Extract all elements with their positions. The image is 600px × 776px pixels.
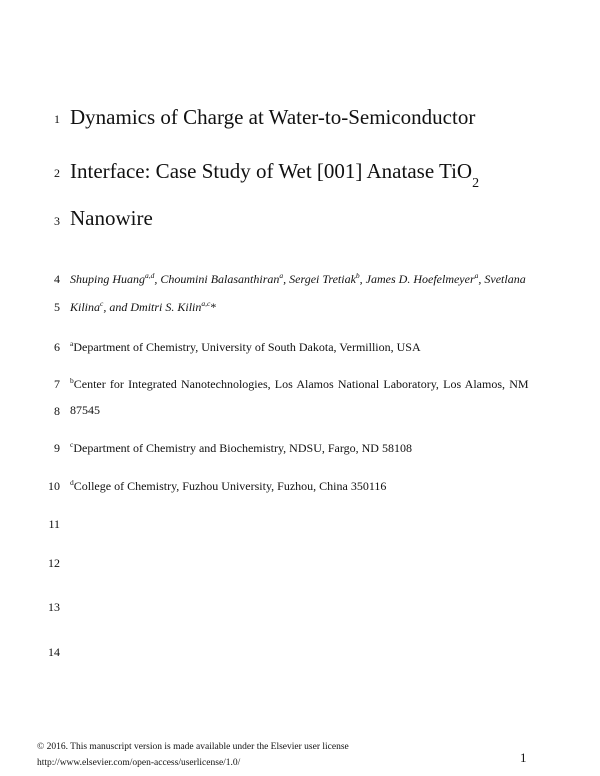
page-number: 1 — [520, 750, 527, 765]
line-number: 1 — [54, 112, 60, 126]
authors-line-2: Kilina$^c$, and Dmitri S. Kilin$^{a,c}$* — [70, 299, 217, 314]
line-number: 12 — [48, 556, 60, 570]
license-text: © 2016. This manuscript version is made available under the Elsevier user license — [37, 742, 349, 752]
line-number: 13 — [48, 600, 60, 614]
line-number: 3 — [54, 214, 60, 228]
affiliation-b-cont: 87545 — [70, 403, 100, 417]
author: Sergei Tretiak — [289, 272, 356, 286]
affiliation-c: $^c$Department of Chemistry and Biochemistry, NDSU, Fargo, ND 58108 — [70, 440, 412, 455]
author: James D. Hoefelmeyer — [365, 272, 475, 286]
author: Dmitri S. Kilin — [130, 300, 202, 314]
author: Shuping Huang — [70, 272, 145, 286]
affiliation-d: $^d$College of Chemistry, Fuzhou University, Fuzhou, China 350116 — [70, 478, 387, 493]
title-subscript: 2 — [472, 176, 480, 192]
affiliation-a: $^a$Department of Chemistry, University of South Dakota, Vermillion, USA — [70, 339, 421, 354]
line-number: 2 — [54, 166, 60, 180]
title-line-3: Nanowire — [70, 206, 153, 230]
corresponding-star: * — [210, 300, 217, 314]
title-line-1: Dynamics of Charge at Water-to-Semiconductor — [70, 105, 476, 129]
line-number: 6 — [54, 340, 60, 354]
author: Kilina — [70, 300, 101, 314]
license-url[interactable]: http://www.elsevier.com/open-access/userlicense/1.0/ — [37, 758, 241, 768]
author: Svetlana — [484, 272, 526, 286]
line-number: 11 — [48, 517, 60, 531]
line-number: 10 — [48, 479, 60, 493]
author: Choumini Balasanthiran — [160, 272, 280, 286]
line-number: 9 — [54, 441, 60, 455]
line-number: 8 — [54, 404, 60, 418]
authors-line-1: Shuping Huang$^{a,d}$, Choumini Balasanthiran$^a$, Sergei Tretiak$^b$, James D. Hoefelmeyer$^a$, Svetlana — [70, 271, 526, 286]
line-number: 4 — [54, 272, 60, 286]
line-number: 7 — [54, 377, 60, 391]
title-line-2: Interface: Case Study of Wet [001] Anatase TiO$_2$ — [70, 159, 480, 192]
affiliation-b: $^b$Center for Integrated Nanotechnologies, Los Alamos National Laboratory, Los Alamos, NM — [70, 376, 529, 391]
line-number: 5 — [54, 300, 60, 314]
line-number: 14 — [48, 645, 60, 659]
